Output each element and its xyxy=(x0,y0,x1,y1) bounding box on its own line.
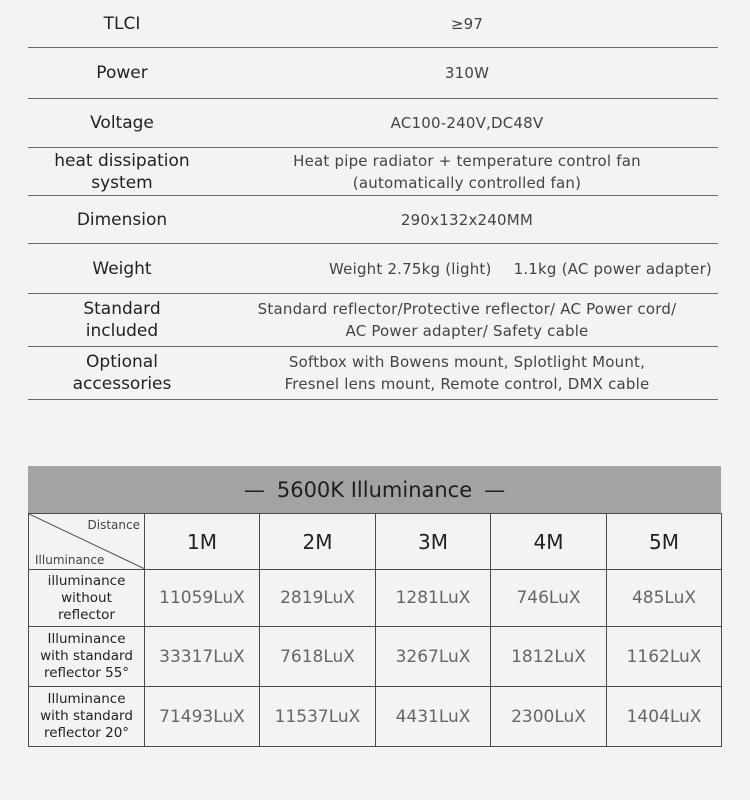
spec-label: Weight xyxy=(92,258,152,279)
spec-row-dimension xyxy=(28,196,718,244)
value-cell: 1281LuX xyxy=(376,570,491,627)
spec-label: Power xyxy=(96,63,148,83)
illuminance-table xyxy=(28,466,721,747)
spec-label-line: system xyxy=(91,172,153,193)
value-cell: 11537LuX xyxy=(260,687,376,747)
weight-light: Weight 2.75kg (light) xyxy=(329,259,492,278)
spec-row-power xyxy=(28,48,718,99)
corner-illuminance-label: Illuminance xyxy=(35,553,105,567)
spec-label xyxy=(28,351,216,395)
spec-label: TLCI xyxy=(103,13,141,34)
spec-value-line: AC Power adapter/ Safety cable xyxy=(345,322,589,340)
corner-cell xyxy=(29,514,145,570)
spec-value xyxy=(216,298,718,342)
spec-value: 290x132x240MM xyxy=(400,210,534,229)
distance-header: 4M xyxy=(491,514,607,570)
spec-label-line: accessories xyxy=(72,374,172,394)
spec-row-heat-dissipation xyxy=(28,148,718,196)
value-cell: 1162LuX xyxy=(607,627,722,687)
spec-value: AC100-240V,DC48V xyxy=(390,114,544,132)
row-label-line: with standard xyxy=(40,648,133,664)
value-cell: 7618LuX xyxy=(260,627,376,687)
header-dash-right: — xyxy=(484,477,506,502)
spec-value xyxy=(216,351,718,395)
value-cell: 1812LuX xyxy=(491,627,607,687)
row-label-line: Illuminance xyxy=(47,631,126,647)
value-cell: 4431LuX xyxy=(376,687,491,747)
spec-table xyxy=(28,0,718,400)
spec-row-tlci xyxy=(28,0,718,48)
distance-header: 3M xyxy=(376,514,491,570)
illuminance-header xyxy=(28,466,721,513)
row-label-line: with standard xyxy=(40,708,133,724)
row-label-line: without xyxy=(61,589,112,606)
spec-value-line: Softbox with Bowens mount, Splotlight Mount, xyxy=(288,353,646,371)
table-row xyxy=(29,570,722,627)
spec-label-line: included xyxy=(85,321,159,341)
row-label-line: reflector xyxy=(58,606,115,623)
row-label-line: Illuminance xyxy=(47,691,126,707)
spec-label: Voltage xyxy=(90,113,154,133)
table-row xyxy=(29,627,722,687)
spec-label-line: Standard xyxy=(83,299,161,319)
spec-row-voltage xyxy=(28,99,718,148)
value-cell: 71493LuX xyxy=(145,687,260,747)
row-label xyxy=(29,570,145,627)
spec-label xyxy=(28,298,216,342)
distance-header: 5M xyxy=(607,514,722,570)
row-label xyxy=(29,627,145,687)
distance-row xyxy=(29,514,722,570)
distance-header: 2M xyxy=(260,514,376,570)
spec-row-weight xyxy=(28,244,718,294)
corner-distance-label: Distance xyxy=(87,518,140,532)
value-cell: 3267LuX xyxy=(376,627,491,687)
value-cell: 1404LuX xyxy=(607,687,722,747)
row-label xyxy=(29,687,145,747)
value-cell: 746LuX xyxy=(491,570,607,627)
spec-value-line: Fresnel lens mount, Remote control, DMX cable xyxy=(284,375,650,393)
spec-value-line: Standard reflector/Protective reflector/ AC Power cord/ xyxy=(257,300,677,318)
spec-value-line: (automatically controlled fan) xyxy=(352,173,582,192)
distance-header: 1M xyxy=(145,514,260,570)
value-cell: 11059LuX xyxy=(145,570,260,627)
value-cell: 2819LuX xyxy=(260,570,376,627)
spec-row-optional-accessories xyxy=(28,347,718,400)
value-cell: 33317LuX xyxy=(145,627,260,687)
row-label-line: reflector 55° xyxy=(43,665,130,681)
value-cell: 2300LuX xyxy=(491,687,607,747)
weight-adapter: 1.1kg (AC power adapter) xyxy=(513,259,712,278)
spec-value xyxy=(216,258,718,280)
spec-label: Dimension xyxy=(76,209,168,230)
row-label-line: reflector 20° xyxy=(43,725,130,741)
value-cell: 485LuX xyxy=(607,570,722,627)
spec-label-line: Optional xyxy=(86,352,158,372)
spec-value-line: Heat pipe radiator + temperature control fan xyxy=(293,151,641,170)
spec-value: 310W xyxy=(444,64,490,82)
spec-label xyxy=(28,150,216,194)
table-row xyxy=(29,687,722,747)
spec-value xyxy=(216,150,718,194)
spec-row-standard-included xyxy=(28,294,718,347)
illuminance-grid xyxy=(28,513,722,747)
spec-label-line: heat dissipation xyxy=(54,150,190,171)
illuminance-title: 5600K Illuminance xyxy=(276,477,473,502)
header-dash-left: — xyxy=(243,477,265,502)
row-label-line: illuminance xyxy=(47,572,126,589)
spec-value: ≥97 xyxy=(450,14,484,33)
